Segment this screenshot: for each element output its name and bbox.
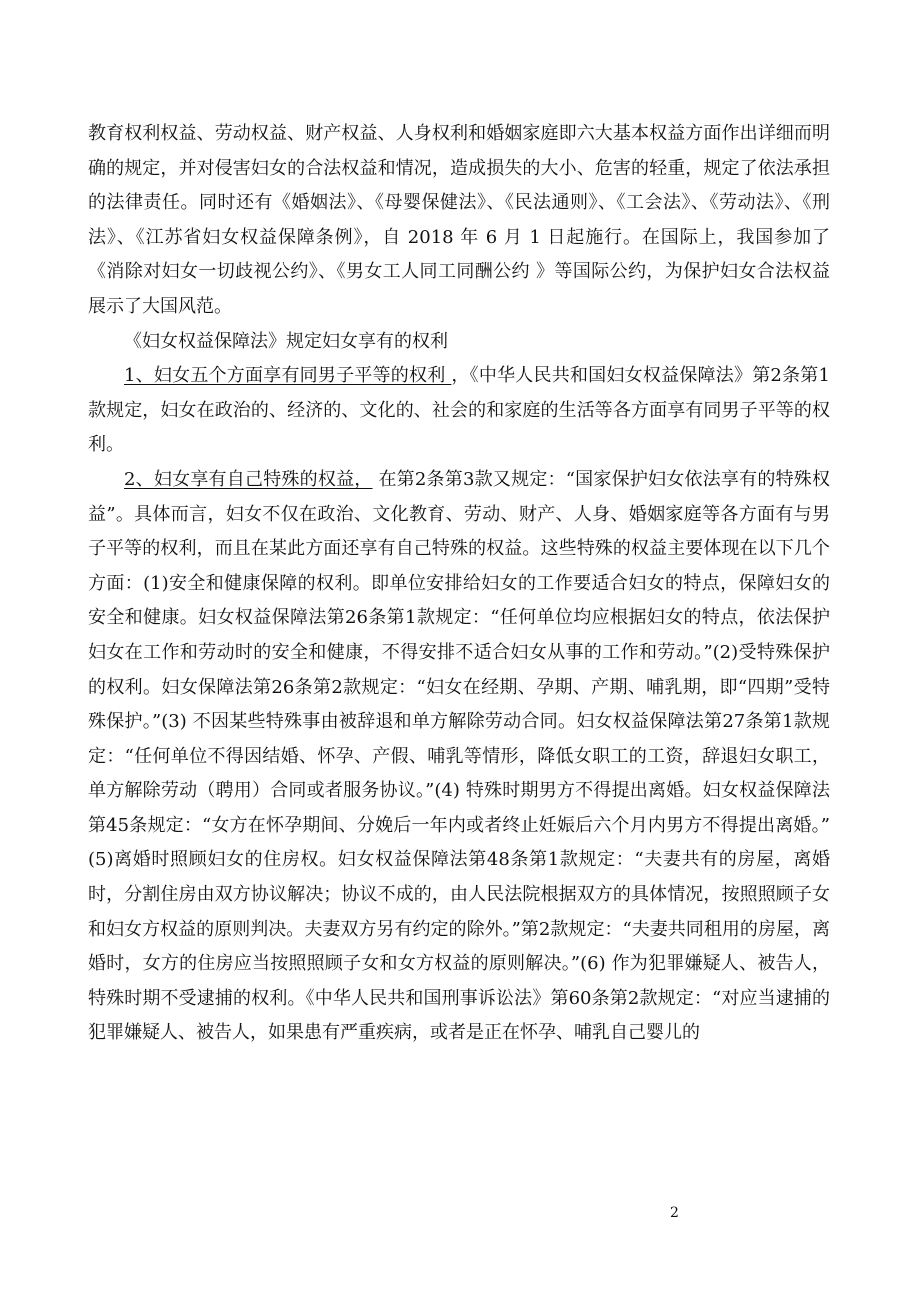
paragraph-rights-overview: 教育权利权益、劳动权益、财产权益、人身权利和婚姻家庭即六大基本权益方面作出详细而明确的规定，并对侵害妇女的合法权益和情况，造成损失的大小、危害的轻重，规定了依法承担的法律责任。同时还有《婚姻法》、《母婴保健法》、《民法通则》、《工会法》、《劳动法》、《刑法》、《江苏省妇女权益保障条例》，自 2018 年 6 月 1 日起施行。在国际上，我国参加了《消除对妇女一切歧视公约》、《男女工人同工同酬公约 》等国际公约，为保护妇女合法权益展示了大国风范。 xyxy=(88,123,830,317)
paragraph-item-2 xyxy=(88,463,848,1051)
paragraph-item-1 xyxy=(88,359,830,463)
item-2-lead: 2、妇女享有自己特殊的权益， xyxy=(124,468,373,490)
item-1-lead: 1、妇女五个方面享有同男子平等的权利 xyxy=(124,365,452,387)
item-1-body: ，《中华人民共和国妇女权益保障法》第2条第1款规定，妇女在政治的、经济的、文化的、社会的和家庭的生活等各方面享有同男子平等的权利。 xyxy=(88,365,830,456)
document-body xyxy=(88,117,848,1051)
section-heading: 《妇女权益保障法》规定妇女享有的权利 xyxy=(124,330,448,352)
page-number: 2 xyxy=(670,1205,679,1221)
item-2-body: 在第2条第3款又规定：“国家保护妇女依法享有的特殊权益”。具体而言，妇女不仅在政治、文化教育、劳动、财产、人身、婚姻家庭等各方面有与男子平等的权利，而且在某此方面还享有自己特殊的权益。这些特殊的权益主要体现在以下几个方面：(1)安全和健康保障的权利。即单位安排给妇女的工作要适合妇女的特点，保障妇女的安全和健康。妇女权益保障法第26条第1款规定：“任何单位均应根据妇女的特点，依法保护妇女在工作和劳动时的安全和健康，不得安排不适合妇女从事的工作和劳动。”(2)受特殊保护的权利。妇女保障法第26条第2款规定：“妇女在经期、孕期、产期、哺乳期，即“四期”受特殊保护。”(3) 不因某些特殊事由被辞退和单方解除劳动合同。妇女权益保障法第27条第1款规定：“任何单位不得因结婚、怀孕、产假、哺乳等情形，降低女职工的工资，辞退妇女职工，单方解除劳动（聘用）合同或者服务协议。”(4) 特殊时期男方不得提出离婚。妇女权益保障法第45条规定：“女方在怀孕期间、分娩后一年内或者终止妊娠后六个月内男方不得提出离婚。” (5)离婚时照顾妇女的住房权。妇女权益保障法第48条第1款规定：“夫妻共有的房屋，离婚时，分割住房由双方协议解决；协议不成的，由人民法院根据双方的具体情况，按照照顾子女和妇女方权益的原则判决。夫妻双方另有约定的除外。”第2款规定：“夫妻共同租用的房屋，离婚时，女方的住房应当按照照顾子女和女方权益的原则解决。”(6) 作为犯罪嫌疑人、被告人，特殊时期不受逮捕的权利。《中华人民共和国刑事诉讼法》第60条第2款规定：“对应当逮捕的犯罪嫌疑人、被告人，如果患有严重疾病，或者是正在怀孕、哺乳自己婴儿的 xyxy=(88,468,848,1044)
